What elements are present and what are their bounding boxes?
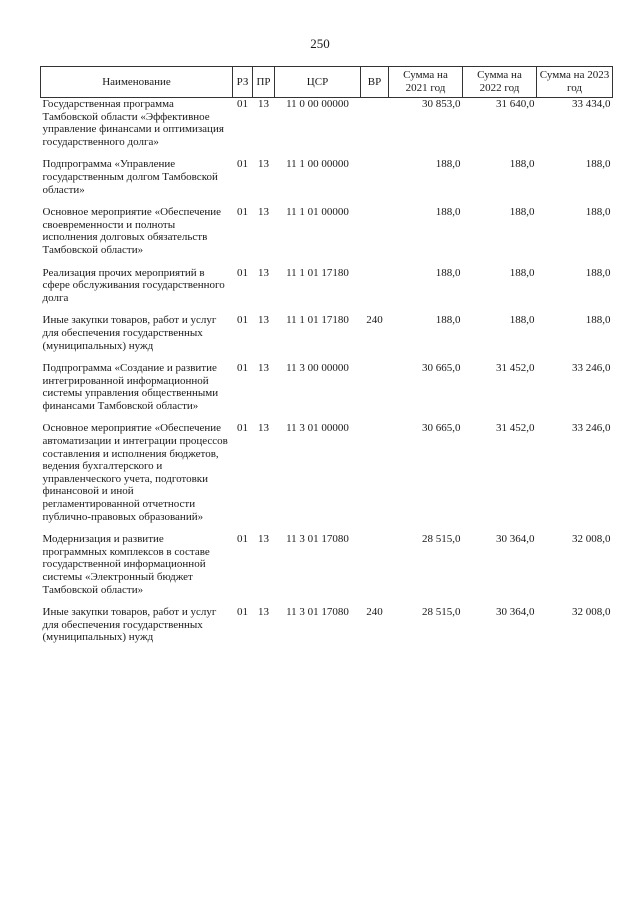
row-sum-2022: 188,0 xyxy=(509,314,535,327)
row-sum-2021: 188,0 xyxy=(435,314,461,327)
row-sum-2023: 33 434,0 xyxy=(572,98,611,110)
row-rz: 01 xyxy=(237,206,248,219)
row-sum-2023: 188,0 xyxy=(585,206,611,219)
table-body xyxy=(41,98,613,654)
row-name: Реализация прочих мероприятий в сфере обслуживания государственного долга xyxy=(42,266,225,304)
row-sum-2021: 30 665,0 xyxy=(422,362,461,375)
row-sum-2022: 188,0 xyxy=(509,266,535,279)
row-pr: 13 xyxy=(258,422,269,435)
row-pr: 13 xyxy=(258,606,269,619)
row-rz: 01 xyxy=(237,533,248,546)
table-row xyxy=(41,362,613,422)
row-csr: 11 0 00 00000 xyxy=(286,98,349,110)
row-sum-2022: 30 364,0 xyxy=(496,533,535,546)
row-rz: 01 xyxy=(237,422,248,435)
row-sum-2022: 188,0 xyxy=(509,206,535,219)
row-sum-2022: 31 640,0 xyxy=(496,98,535,110)
table-row xyxy=(41,158,613,206)
row-vr: 240 xyxy=(366,314,383,327)
row-pr: 13 xyxy=(258,362,269,375)
row-name: Модернизация и развитие программных комплексов в составе государственной информационной системы «Электронный бюджет Тамбовской области» xyxy=(42,533,210,596)
row-sum-2023: 188,0 xyxy=(585,266,611,279)
table-row xyxy=(41,267,613,315)
row-csr: 11 1 01 17180 xyxy=(286,314,349,327)
row-pr: 13 xyxy=(258,98,269,110)
row-sum-2023: 32 008,0 xyxy=(572,606,611,619)
row-rz: 01 xyxy=(237,362,248,375)
row-pr: 13 xyxy=(258,158,269,171)
row-csr: 11 1 01 17180 xyxy=(286,266,349,279)
row-name: Государственная программа Тамбовской области «Эффективное управление финансами и оптимизация государственного долга» xyxy=(42,98,224,148)
row-csr: 11 3 01 17080 xyxy=(286,606,349,619)
row-sum-2022: 30 364,0 xyxy=(496,606,535,619)
row-vr: 240 xyxy=(366,606,383,619)
row-sum-2023: 32 008,0 xyxy=(572,533,611,546)
row-name: Основное мероприятие «Обеспечение своевременности и полноты исполнения долговых обязательств Тамбовской области» xyxy=(42,206,222,256)
row-vr xyxy=(361,267,389,315)
row-vr xyxy=(361,533,389,606)
row-sum-2023: 33 246,0 xyxy=(572,422,611,435)
table-row xyxy=(41,533,613,606)
row-pr: 13 xyxy=(258,314,269,327)
row-name: Основное мероприятие «Обеспечение автоматизации и интеграции процессов составления и исполнения бюджетов, ведения бухгалтерского и управленческого учета, подготовки финансовой и иной регламентированной отчетности публично-правовых образований» xyxy=(42,422,228,523)
header-sum-2021: Сумма на 2021 год xyxy=(389,67,463,98)
row-csr: 11 3 01 17080 xyxy=(286,533,349,546)
header-vr: ВР xyxy=(361,67,389,98)
table-header xyxy=(41,67,613,98)
row-sum-2023: 188,0 xyxy=(585,158,611,171)
row-csr: 11 1 01 00000 xyxy=(286,206,349,219)
row-name: Подпрограмма «Создание и развитие интегрированной информационной системы управления общественными финансами Тамбовской области» xyxy=(42,362,219,412)
row-pr: 13 xyxy=(258,206,269,219)
row-sum-2021: 30 665,0 xyxy=(422,422,461,435)
row-pr: 13 xyxy=(258,533,269,546)
row-sum-2022: 31 452,0 xyxy=(496,422,535,435)
row-rz: 01 xyxy=(237,606,248,619)
header-csr: ЦСР xyxy=(275,67,361,98)
row-sum-2021: 188,0 xyxy=(435,206,461,219)
row-vr xyxy=(361,98,389,159)
page-number: 250 xyxy=(310,36,330,51)
row-name: Иные закупки товаров, работ и услуг для обеспечения государственных (муниципальных) нужд xyxy=(42,314,217,352)
header-rz: РЗ xyxy=(233,67,253,98)
row-sum-2022: 31 452,0 xyxy=(496,362,535,375)
row-sum-2021: 188,0 xyxy=(435,158,461,171)
header-pr: ПР xyxy=(253,67,275,98)
row-vr xyxy=(361,422,389,533)
row-csr: 11 1 00 00000 xyxy=(286,158,349,171)
table-row xyxy=(41,206,613,266)
table-row xyxy=(41,606,613,654)
table-row xyxy=(41,98,613,159)
row-name: Подпрограмма «Управление государственным долгом Тамбовской области» xyxy=(42,158,218,196)
row-vr xyxy=(361,158,389,206)
table-row xyxy=(41,314,613,362)
row-sum-2022: 188,0 xyxy=(509,158,535,171)
row-csr: 11 3 00 00000 xyxy=(286,362,349,375)
row-csr: 11 3 01 00000 xyxy=(286,422,349,435)
header-sum-2023: Сумма на 2023 год xyxy=(537,67,613,98)
table-row xyxy=(41,422,613,533)
row-sum-2021: 28 515,0 xyxy=(422,606,461,619)
header-name: Наименование xyxy=(41,67,233,98)
row-sum-2021: 28 515,0 xyxy=(422,533,461,546)
row-rz: 01 xyxy=(237,314,248,327)
row-sum-2023: 188,0 xyxy=(585,314,611,327)
budget-table xyxy=(40,66,613,654)
row-rz: 01 xyxy=(237,266,248,279)
row-name: Иные закупки товаров, работ и услуг для обеспечения государственных (муниципальных) нужд xyxy=(42,606,217,644)
row-pr: 13 xyxy=(258,266,269,279)
row-vr xyxy=(361,362,389,422)
row-sum-2021: 30 853,0 xyxy=(422,98,461,110)
row-vr xyxy=(361,206,389,266)
row-rz: 01 xyxy=(237,98,248,110)
row-sum-2023: 33 246,0 xyxy=(572,362,611,375)
header-sum-2022: Сумма на 2022 год xyxy=(463,67,537,98)
row-sum-2021: 188,0 xyxy=(435,266,461,279)
row-rz: 01 xyxy=(237,158,248,171)
